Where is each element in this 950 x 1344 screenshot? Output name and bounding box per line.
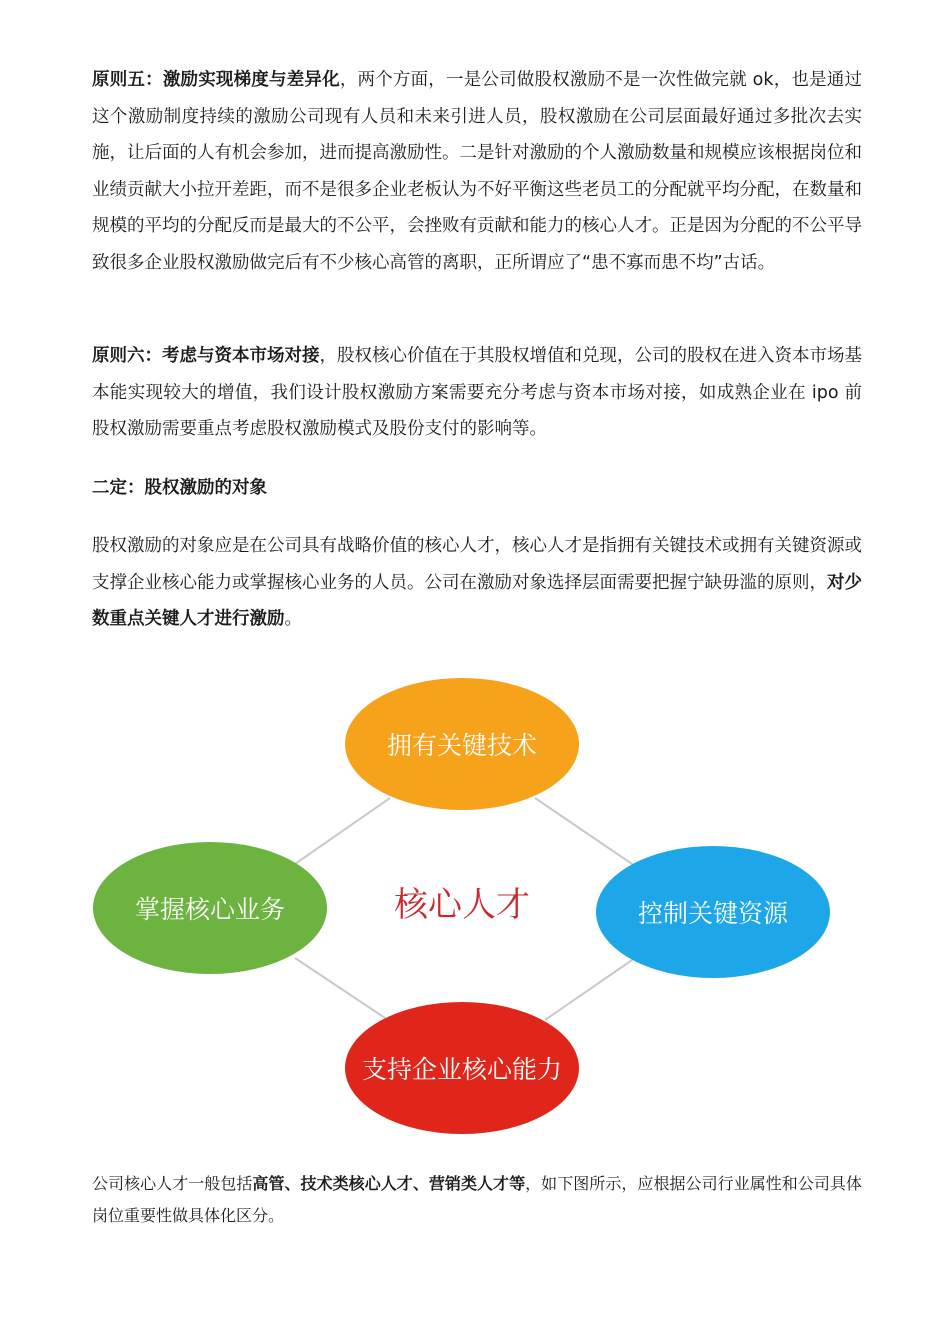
principle-five-heading: 激励实现梯度与差异化 — [162, 70, 340, 90]
connector-right-bottom — [545, 958, 635, 1020]
principle-six-heading: 考虑与资本市场对接 — [162, 346, 320, 366]
core-talent-bold: 高管、技术类核心人才、营销类人才等 — [252, 1174, 526, 1193]
principle-six-label: 原则六： — [92, 346, 162, 366]
principle-five-paragraph — [92, 62, 862, 281]
incentive-target-end: 。 — [284, 609, 302, 629]
principle-six-text: ，股权核心价值在于其股权增值和兑现，公司的股权在进入资本市场基本能实现较大的增值，我们设计股权激励方案需要充分考虑与资本市场对接，如成熟企业在 ipo 前股权激励需要重点考虑股权激励模式及股份支付的影响等。 — [92, 346, 862, 439]
principle-five-text: ，两个方面，一是公司做股权激励不是一次性做完就 ok，也是通过这个激励制度持续的激励公司现有人员和未来引进人员，股权激励在公司层面最好通过多批次去实施，让后面的人有机会参加，进而提高激励性。二是针对激励的个人激励数量和规模应该根据岗位和业绩贡献大小拉开差距，而不是很多企业老板认为不好平衡这些老员工的分配就平均分配，在数量和规模的平均的分配反而是最大的不公平，会挫败有贡献和能力的核心人才。正是因为分配的不公平导致很多企业股权激励做完后有不少核心高管的离职，正所谓应了“患不寡而患不均”古话。 — [92, 70, 863, 273]
core-talent-text: 公司核心人才一般包括 — [92, 1174, 253, 1193]
center-label: 核心人才 — [394, 885, 530, 925]
core-talent-diagram — [90, 668, 860, 1148]
incentive-target-text: 股权激励的对象应是在公司具有战略价值的核心人才，核心人才是指拥有关键技术或拥有关键资源或支撑企业核心能力或掌握核心业务的人员。公司在激励对象选择层面需要把握宁缺毋滥的原则， — [92, 536, 862, 593]
node-bottom-label: 支持企业核心能力 — [361, 1055, 563, 1084]
core-talent-end: ，如下图所示，应根据公司行业属性和公司具体岗位重要性做具体化区分。 — [92, 1174, 862, 1225]
principle-five-label: 原则五： — [92, 70, 163, 90]
node-top-label: 拥有关键技术 — [386, 731, 538, 760]
connector-left-bottom — [295, 958, 385, 1018]
node-right-label: 控制关键资源 — [637, 899, 789, 928]
connector-top-left — [295, 798, 390, 864]
principle-six-paragraph — [92, 338, 862, 448]
incentive-target-paragraph — [92, 528, 862, 638]
node-left-label: 掌握核心业务 — [134, 895, 286, 924]
section-heading — [92, 470, 862, 507]
connector-top-right — [535, 798, 635, 866]
core-talent-paragraph — [92, 1168, 862, 1232]
section-heading-text: 二定：股权激励的对象 — [92, 478, 267, 498]
incentive-target-bold: 对少数重点关键人才进行激励 — [92, 572, 862, 629]
